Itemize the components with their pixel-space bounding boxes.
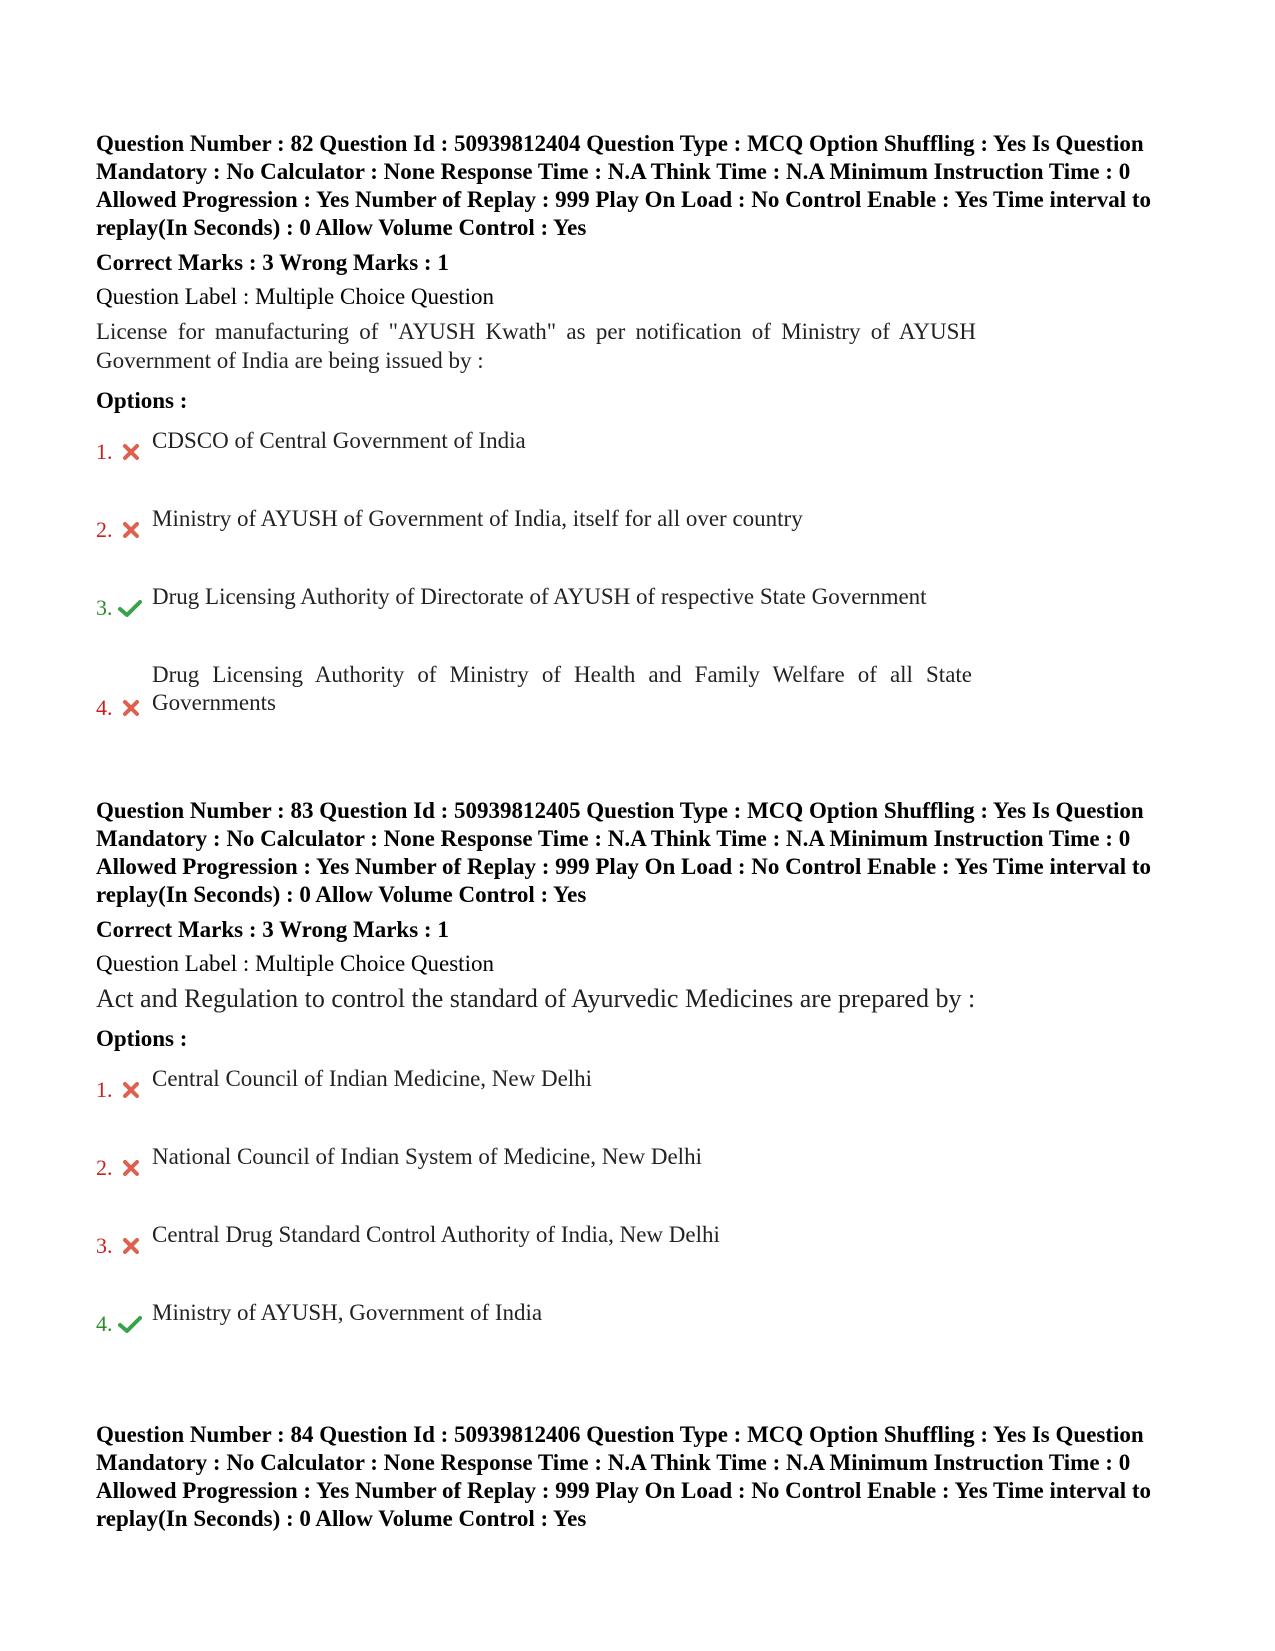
question-label: Question Label : Multiple Choice Question [96,951,494,976]
option-number: 2. [96,517,113,542]
question-text: License for manufacturing of "AYUSH Kwath" as per notification of Ministry of AYUSH Government of India are being issued by : [96,319,976,373]
question-84 [96,1421,1181,1533]
options-heading: Options : [96,1026,188,1051]
question-marks: Correct Marks : 3 Wrong Marks : 1 [96,917,449,942]
check-icon [118,599,142,617]
option-text: National Council of Indian System of Medicine, New Delhi [152,1144,702,1169]
option-number: 3. [96,595,113,620]
option-1 [96,415,1181,493]
question-paper-page [96,130,1181,1561]
option-3 [96,1209,1181,1287]
option-number: 4. [96,1311,113,1336]
option-text: Ministry of AYUSH, Government of India [152,1300,543,1325]
option-2 [96,493,1181,571]
question-label: Question Label : Multiple Choice Question [96,284,494,309]
option-number: 1. [96,439,113,464]
option-text: Ministry of AYUSH of Government of India, itself for all over country [152,506,803,531]
option-number: 1. [96,1077,113,1102]
cross-icon [122,699,140,717]
cross-icon [122,443,140,461]
cross-icon [122,1081,140,1099]
question-meta: Question Number : 83 Question Id : 50939812405 Question Type : MCQ Option Shuffling : Yes Is Question Mandatory : No Calculator : None Response Time : N.A Think Time : N.A Minimum Instruction Time : 0 Allowed Progression : Yes Number of Replay : 999 Play On Load : No Control Enable : Yes Time interval to replay(In Seconds) : 0 Allow Volume Control : Yes [96,798,1152,907]
option-number: 3. [96,1233,113,1258]
option-2 [96,1131,1181,1209]
cross-icon [122,521,140,539]
option-1 [96,1053,1181,1131]
option-number: 4. [96,695,113,720]
option-3 [96,571,1181,649]
option-text: Central Drug Standard Control Authority of India, New Delhi [152,1222,720,1247]
check-icon [118,1315,142,1333]
option-text: CDSCO of Central Government of India [152,428,526,453]
cross-icon [122,1237,140,1255]
option-text: Drug Licensing Authority of Ministry of Health and Family Welfare of all State Governments [152,662,972,715]
question-marks: Correct Marks : 3 Wrong Marks : 1 [96,250,449,275]
question-meta: Question Number : 82 Question Id : 50939812404 Question Type : MCQ Option Shuffling : Yes Is Question Mandatory : No Calculator : None Response Time : N.A Think Time : N.A Minimum Instruction Time : 0 Allowed Progression : Yes Number of Replay : 999 Play On Load : No Control Enable : Yes Time interval to replay(In Seconds) : 0 Allow Volume Control : Yes [96,131,1152,240]
cross-icon [122,1159,140,1177]
question-text: Act and Regulation to control the standard of Ayurvedic Medicines are prepared by : [96,984,976,1013]
option-text: Drug Licensing Authority of Directorate of AYUSH of respective State Government [152,584,927,609]
question-82 [96,130,1181,749]
option-4 [96,649,1181,749]
option-text: Central Council of Indian Medicine, New Delhi [152,1066,593,1091]
options-heading: Options : [96,388,188,413]
question-83 [96,797,1181,1365]
question-meta: Question Number : 84 Question Id : 50939812406 Question Type : MCQ Option Shuffling : Yes Is Question Mandatory : No Calculator : None Response Time : N.A Think Time : N.A Minimum Instruction Time : 0 Allowed Progression : Yes Number of Replay : 999 Play On Load : No Control Enable : Yes Time interval to replay(In Seconds) : 0 Allow Volume Control : Yes [96,1422,1152,1531]
option-number: 2. [96,1155,113,1180]
option-4 [96,1287,1181,1365]
